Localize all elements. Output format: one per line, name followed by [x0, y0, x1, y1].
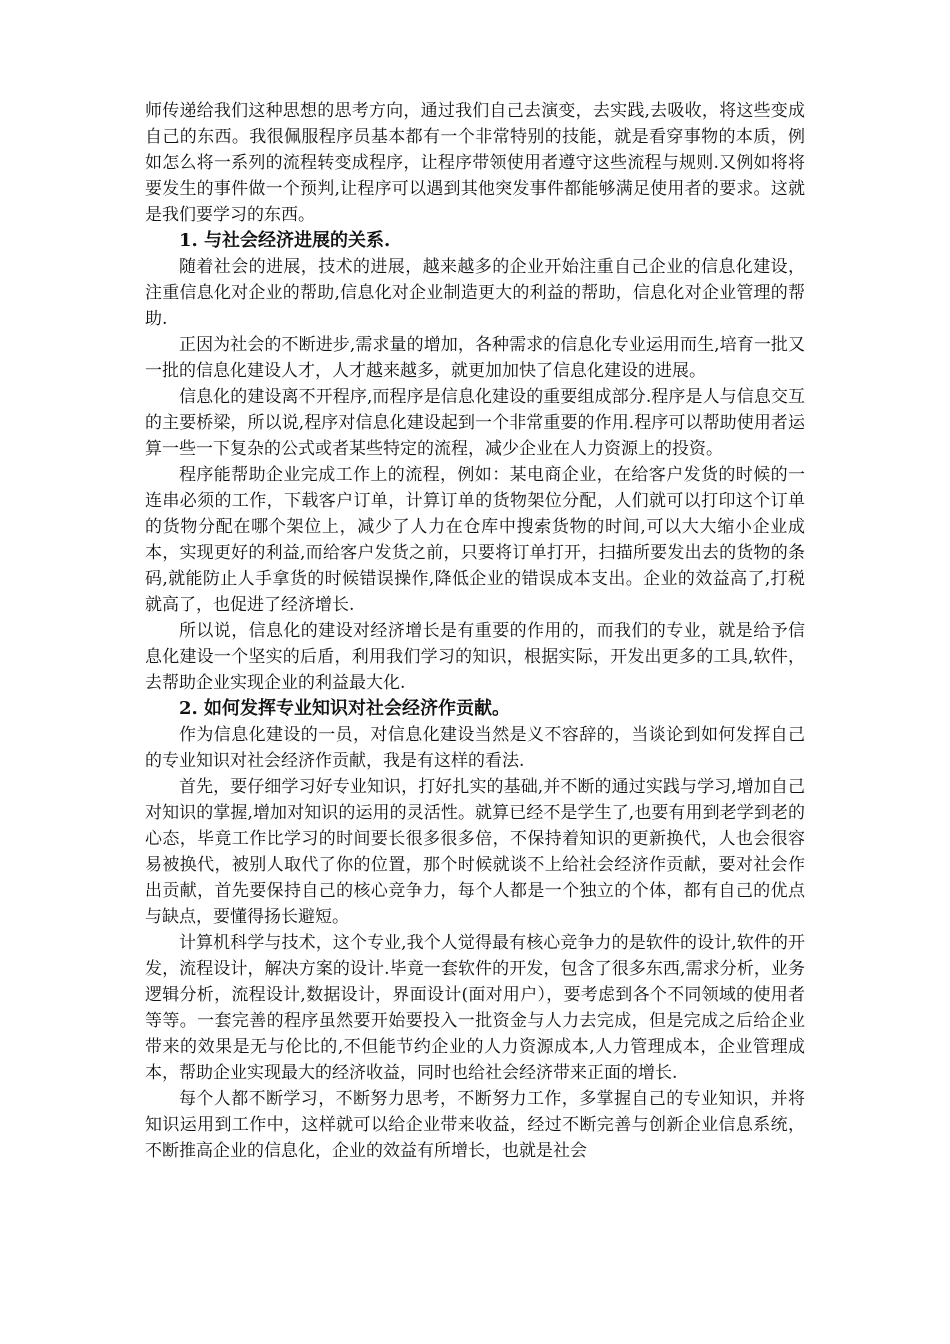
paragraph: 作为信息化建设的一员，对信息化建设当然是义不容辞的，当谈论到如何发挥自己的专业知识对社会经济作贡献，我是有这样的看法. [145, 725, 805, 771]
paragraph-intro: 师传递给我们这种思想的思考方向，通过我们自己去演变，去实践,去吸收，将这些变成自己的东西。我很佩服程序员基本都有一个非常特别的技能，就是看穿事物的本质，例如怎么将一系列的流程转变成程序，让程序带领使用者遵守这些流程与规则.又例如将将要发生的事件做一个预判,让程序可以遇到其他突发事件都能够满足使用者的要求。这就是我们要学习的东西。 [145, 101, 805, 225]
section-heading-1: 1. 与社会经济进展的关系. [179, 230, 391, 251]
paragraph: 计算机科学与技术，这个专业,我个人觉得最有核心竞争力的是软件的设计,软件的开发，流程设计，解决方案的设计.毕竟一套软件的开发，包含了很多东西,需求分析，业务逻辑分析，流程设计,数据设计，界面设计(面对用户），要考虑到各个不同领域的使用者等等。一套完善的程序虽然要开始要投入一批资金与人力去完成，但是完成之后给企业带来的效果是无与伦比的,不但能节约企业的人力资源成本,人力管理成本，企业管理成本，帮助企业实现最大的经济收益，同时也给社会经济带来正面的增长. [145, 933, 805, 1083]
paragraph: 所以说，信息化的建设对经济增长是有重要的作用的，而我们的专业，就是给予信息化建设一个坚实的后盾，利用我们学习的知识，根据实际，开发出更多的工具,软件，去帮助企业实现企业的利益最大化. [145, 621, 805, 693]
paragraph: 每个人都不断学习，不断努力思考，不断努力工作，多掌握自己的专业知识，并将知识运用到工作中，这样就可以给企业带来收益，经过不断完善与创新企业信息系统，不断推高企业的信息化，企业的效益有所增长，也就是社会 [145, 1089, 805, 1161]
paragraph: 正因为社会的不断进步,需求量的增加，各种需求的信息化专业运用而生,培育一批又一批的信息化建设人才，人才越来越多，就更加加快了信息化建设的进展。 [145, 335, 805, 381]
section-heading-2: 2. 如何发挥专业知识对社会经济作贡献。 [179, 698, 511, 719]
paragraph: 首先，要仔细学习好专业知识，打好扎实的基础,并不断的通过实践与学习,增加自己对知识的掌握,增加对知识的运用的灵活性。就算已经不是学生了,也要有用到老学到老的心态，毕竟工作比学习的时间要长很多很多倍，不保持着知识的更新换代，人也会很容易被换代，被别人取代了你的位置，那个时候就谈不上给社会经济作贡献，要对社会作出贡献，首先要保持自己的核心竞争力，每个人都是一个独立的个体，都有自己的优点与缺点，要懂得扬长避短。 [145, 777, 805, 927]
paragraph: 随着社会的进展，技术的进展，越来越多的企业开始注重自己企业的信息化建设，注重信息化对企业的帮助,信息化对企业制造更大的利益的帮助，信息化对企业管理的帮助. [145, 257, 805, 329]
paragraph: 程序能帮助企业完成工作上的流程，例如：某电商企业，在给客户发货的时候的一连串必须的工作，下载客户订单，计算订单的货物架位分配，人们就可以打印这个订单的货物分配在哪个架位上，减少了人力在仓库中搜索货物的时间,可以大大缩小企业成本，实现更好的利益,而给客户发货之前，只要将订单打开，扫描所要发出去的货物的条码,就能防止人手拿货的时候错误操作,降低企业的错误成本支出。企业的效益高了,打税就高了，也促进了经济增长. [145, 465, 805, 615]
paragraph: 信息化的建设离不开程序,而程序是信息化建设的重要组成部分.程序是人与信息交互的主要桥梁，所以说,程序对信息化建设起到一个非常重要的作用.程序可以帮助使用者运算一些一下复杂的公式或者某些特定的流程，减少企业在人力资源上的投资。 [145, 387, 805, 459]
document-page [145, 98, 805, 1164]
